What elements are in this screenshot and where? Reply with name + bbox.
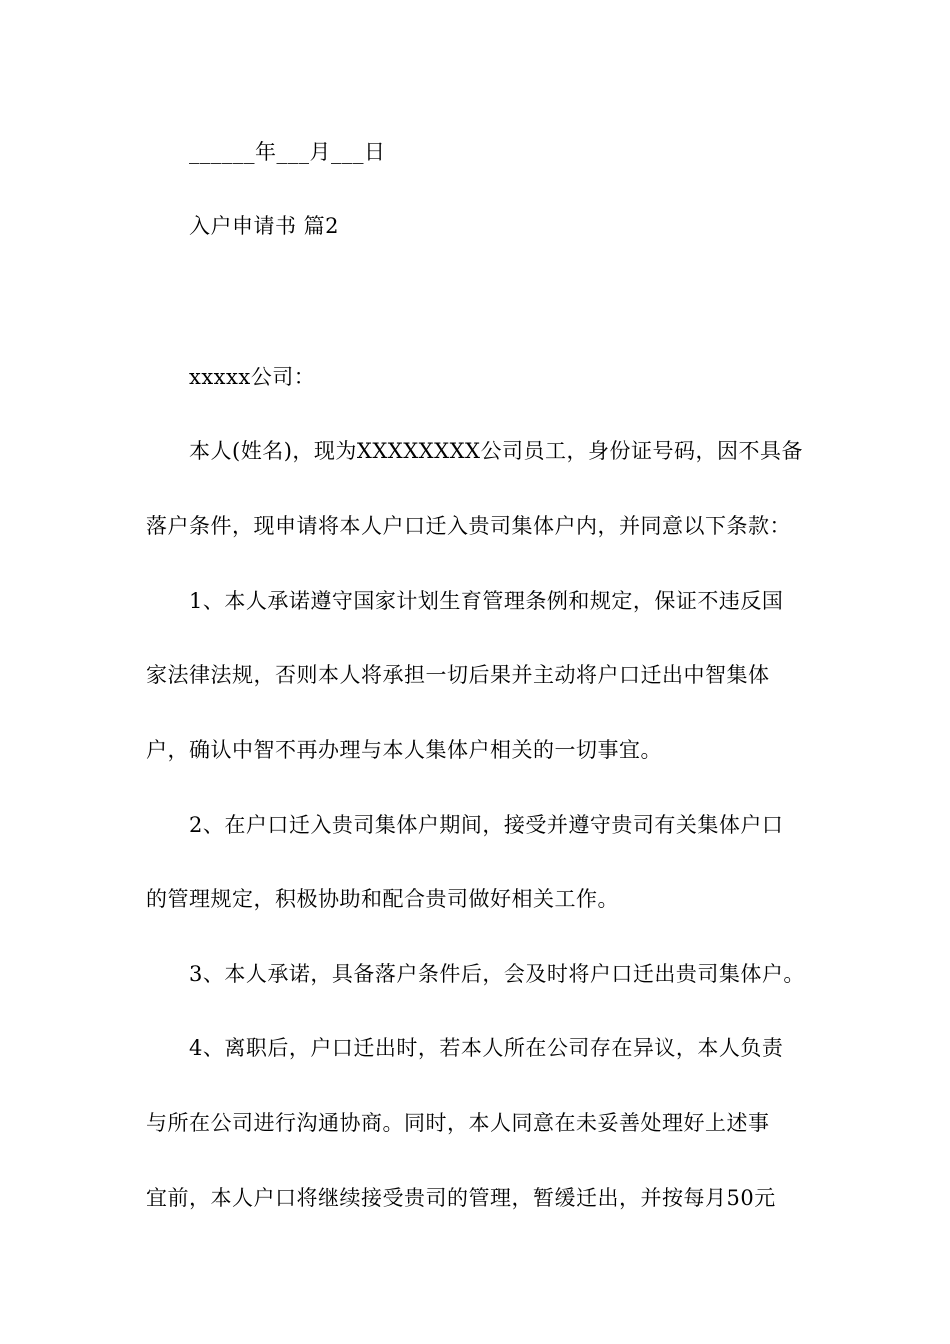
paragraph-line: 1、本人承诺遵守国家计划生育管理条例和规定，保证不违反国 — [189, 589, 784, 613]
paragraph-line: 宜前，本人户口将继续接受贵司的管理，暂缓迁出，并按每月50元 — [146, 1186, 776, 1210]
paragraph-line: 家法律法规，否则本人将承担一切后果并主动将户口迁出中智集体 — [146, 663, 770, 687]
section-title: 入户申请书 篇2 — [189, 214, 340, 238]
paragraph-line: 4、离职后，户口迁出时，若本人所在公司存在异议，本人负责 — [189, 1036, 784, 1060]
paragraph-line: 户，确认中智不再办理与本人集体户相关的一切事宜。 — [146, 738, 662, 762]
date-line: ______年___月___日 — [189, 140, 386, 164]
paragraph-line: 的管理规定，积极协助和配合贵司做好相关工作。 — [146, 887, 619, 911]
paragraph-line: 本人(姓名)，现为XXXXXXXX公司员工，身份证号码，因不具备 — [189, 439, 803, 463]
paragraph-line: 3、本人承诺，具备落户条件后，会及时将户口迁出贵司集体户。 — [189, 962, 805, 986]
salutation: xxxxx公司： — [189, 365, 316, 389]
paragraph-line: 2、在户口迁入贵司集体户期间，接受并遵守贵司有关集体户口 — [189, 813, 784, 837]
paragraph-line: 落户条件，现申请将本人户口迁入贵司集体户内，并同意以下条款： — [146, 514, 791, 538]
paragraph-line: 与所在公司进行沟通协商。同时，本人同意在未妥善处理好上述事 — [146, 1111, 770, 1135]
